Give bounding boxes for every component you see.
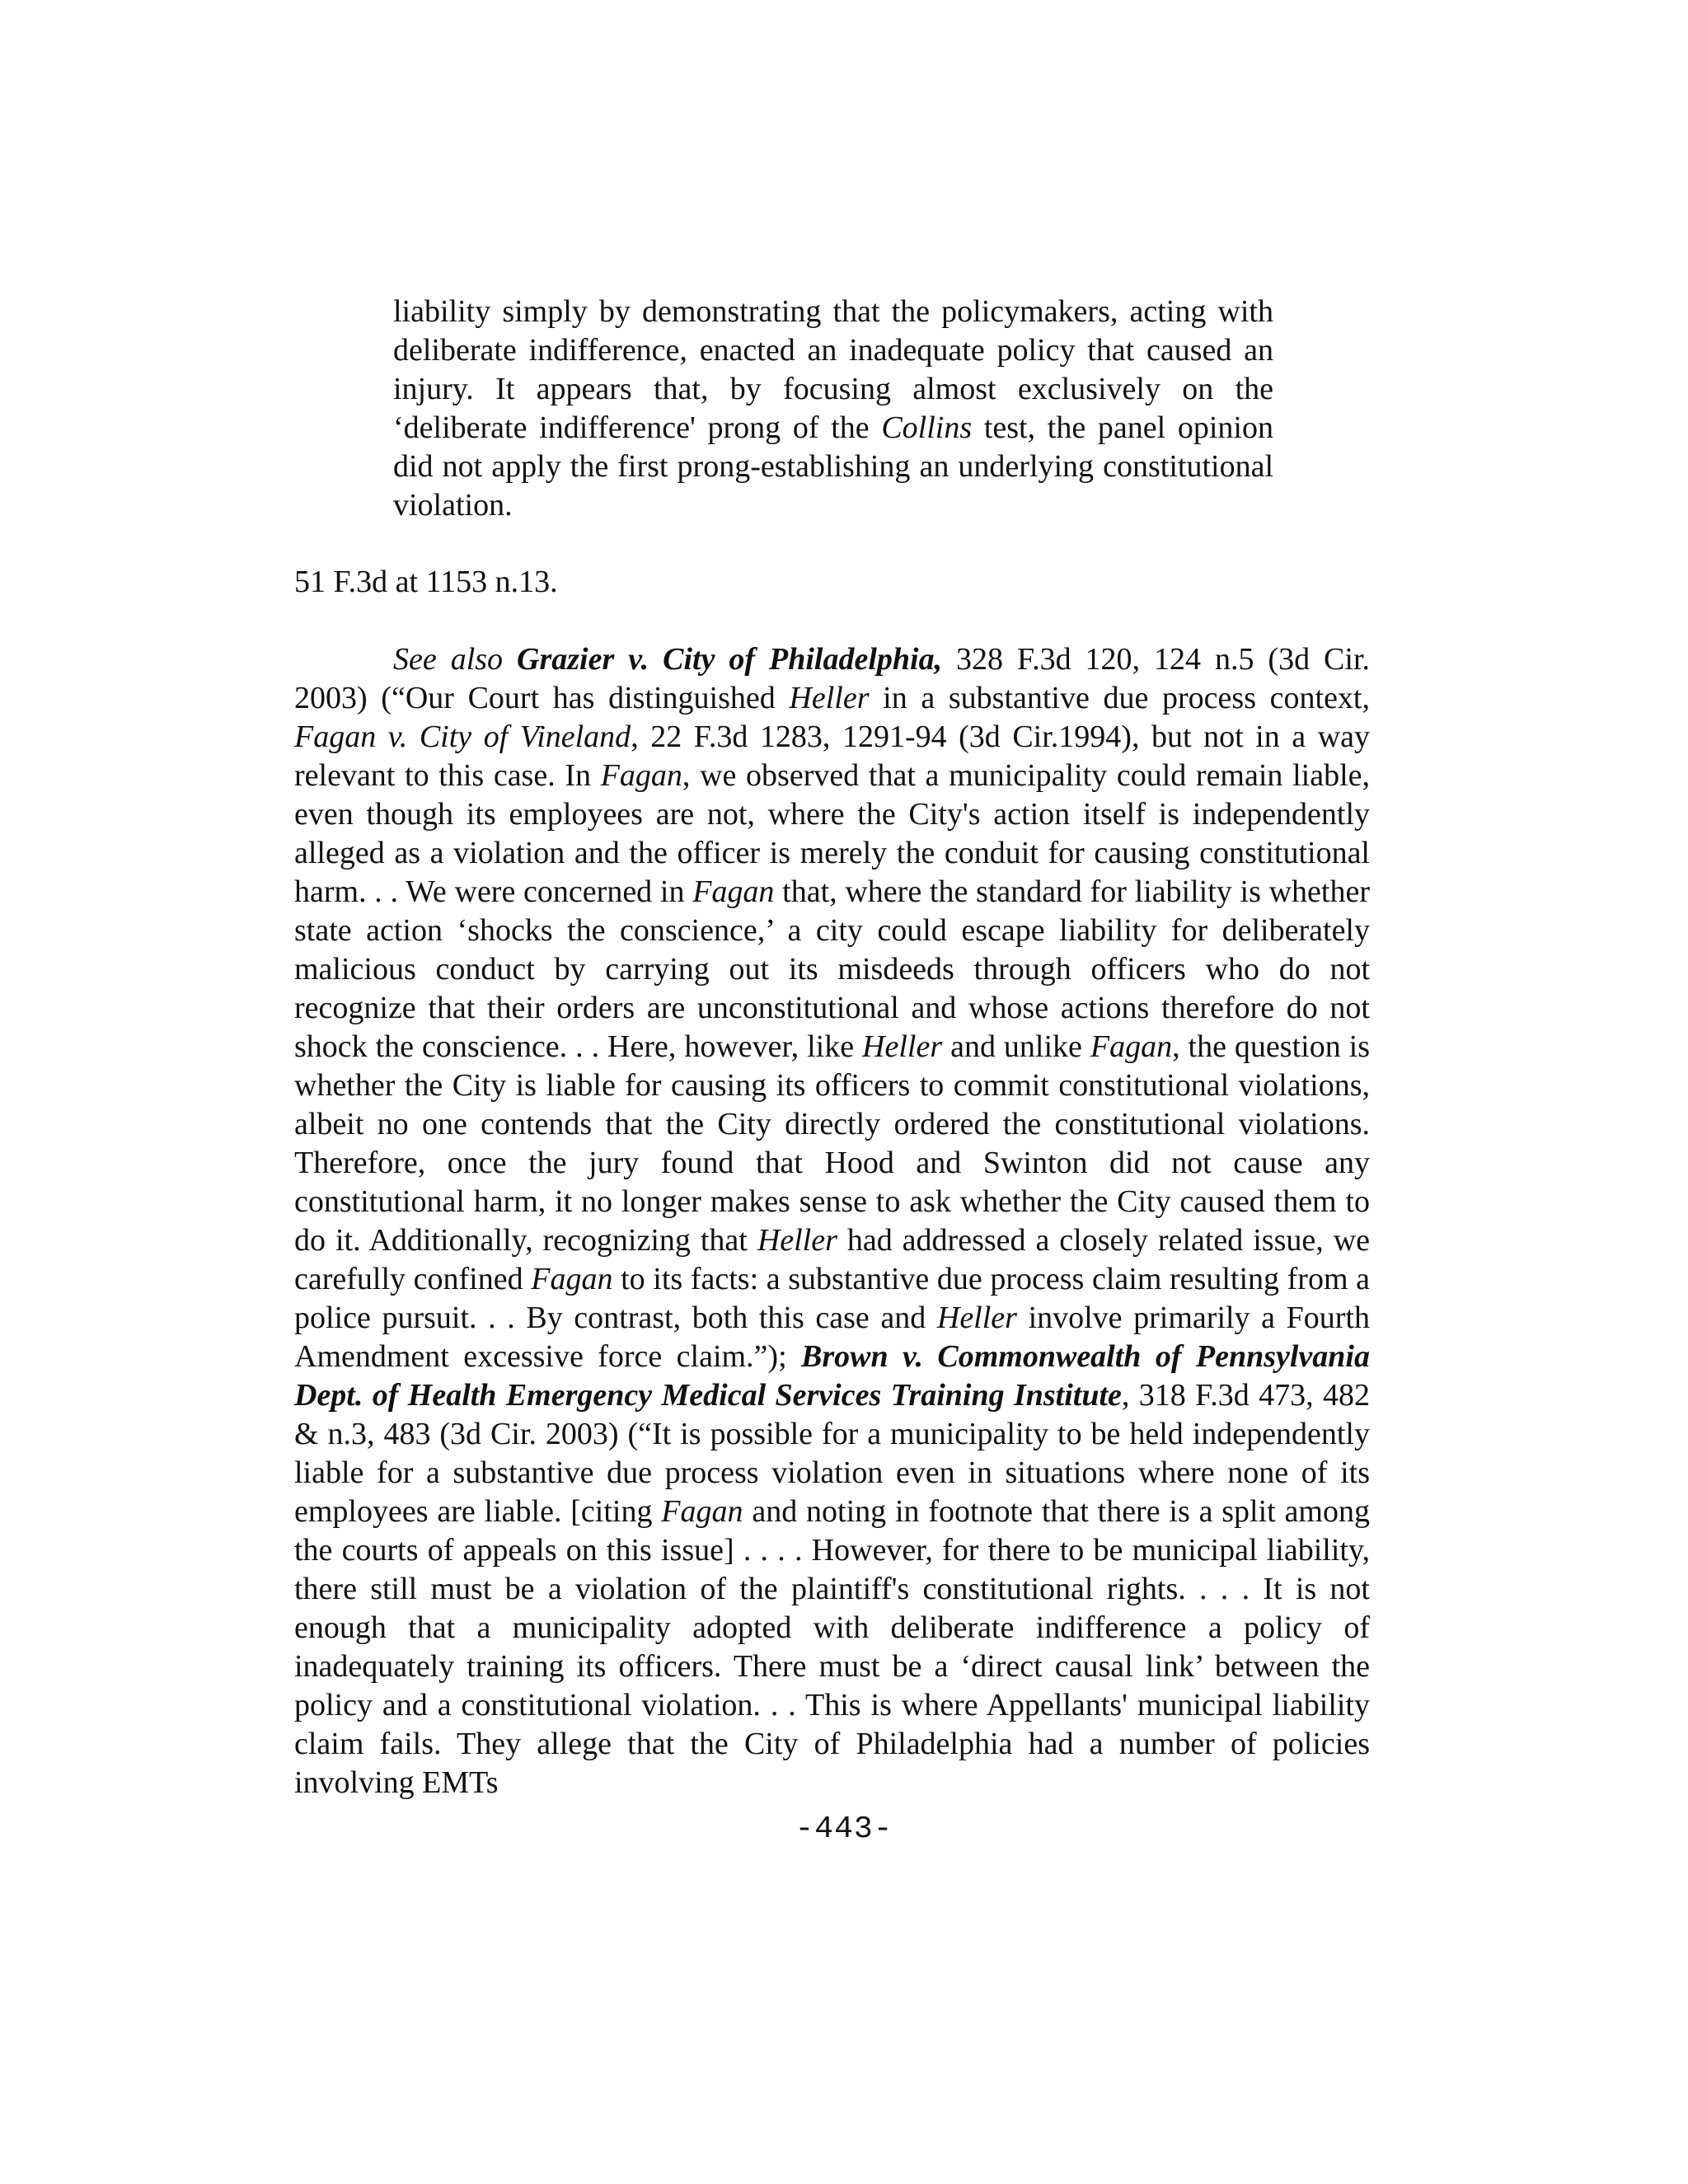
page-number: -443- [795, 1811, 893, 1847]
case-name-heller: Heller [936, 1301, 1017, 1335]
paragraph-text: , we observed that a municipality could remain liable, even though its employees are not, where the City's action itself is independently alleged as a violation and the officer is merely the conduit for causing constitutional harm. . . We were concerned in [294, 758, 1370, 909]
signal-see-also: See also [393, 642, 504, 677]
paragraph-text: to its facts: a substantive due process claim resulting from a police pursuit. . . By contrast, both this case and [294, 1262, 1371, 1335]
case-name-fagan: Fagan [692, 874, 775, 909]
case-name-brown: Brown v. Commonwealth of Pennsylvania Dept. of Health Emergency Medical Services Training Institute [294, 1339, 1370, 1413]
case-name-heller: Heller [862, 1029, 943, 1064]
paragraph-text: had addressed a closely related issue, we carefully confined [294, 1223, 1371, 1296]
paragraph-text: and noting in footnote that there is a split among the courts of appeals on this issue] . . . . However, for there to be municipal liability, there still must be a violation of the plaintiff's constitutional rights. . . . It is not enough that a municipality adopted with deliberate indifference a policy of inadequately training its officers. There must be a ‘direct causal link’ between the policy and a constitutional violation. . . This is where Appellants' municipal liability claim fails. They allege that the City of Philadelphia had a number of policies involving EMTs [294, 1494, 1370, 1800]
case-name-fagan: Fagan [531, 1262, 613, 1296]
case-name-collins: Collins [881, 410, 973, 445]
paragraph-text: , 22 F.3d 1283, 1291-94 (3d Cir.1994), but not in a way relevant to this case. In [294, 719, 1370, 793]
case-name-grazier: Grazier v. City of Philadelphia, [517, 642, 943, 677]
paragraph-text: that, where the standard for liability is whether state action ‘shocks the conscience,’ a city could escape liability for deliberately malicious conduct by carrying out its misdeeds through officers who do not recognize that their orders are unconstitutional and whose actions therefore do not shock the conscience. . . Here, however, like [294, 874, 1370, 1064]
paragraph-text: and unlike [942, 1029, 1090, 1064]
quote-text: test, the panel opinion did not apply the first prong-establishing an underlying constitutional violation. [393, 410, 1273, 523]
case-name-fagan: Fagan [600, 758, 682, 793]
case-name-heller: Heller [789, 681, 870, 715]
paragraph-text: , the question is whether the City is liable for causing its officers to commit constitutional violations, albeit no one contends that the City directly ordered the constitutional violations. Therefore, once the jury found that Hood and Swinton did not cause any constitutional harm, it no longer makes sense to ask whether the City caused them to do it. Additionally, recognizing that [294, 1029, 1370, 1258]
paragraph-text: 328 F.3d 120, 124 n.5 (3d Cir. 2003) (“Our Court has distinguished [294, 642, 1371, 715]
body-paragraph [294, 640, 1370, 1802]
block-quote [393, 293, 1273, 525]
paragraph-text: in a substantive due process context, [869, 681, 1370, 715]
case-name-fagan-citation: Fagan v. City of Vineland [294, 719, 631, 754]
case-name-heller: Heller [757, 1223, 837, 1258]
citation-line: 51 F.3d at 1153 n.13. [294, 565, 558, 599]
paragraph-text: involve primarily a Fourth Amendment excessive force claim.”); [294, 1301, 1370, 1374]
case-name-fagan: Fagan [1090, 1029, 1173, 1064]
quote-text: liability simply by demonstrating that the policymakers, acting with deliberate indifference, enacted an inadequate policy that caused an injury. It appears that, by focusing almost exclusively on the ‘deliberate indifference' prong of the [393, 294, 1273, 445]
case-name-fagan: Fagan [661, 1494, 743, 1529]
paragraph-text: , 318 F.3d 473, 482 & n.3, 483 (3d Cir. 2003) (“It is possible for a municipality to be held independently liable for a substantive due process violation even in situations where none of its employees are liable. [citing [294, 1378, 1371, 1529]
